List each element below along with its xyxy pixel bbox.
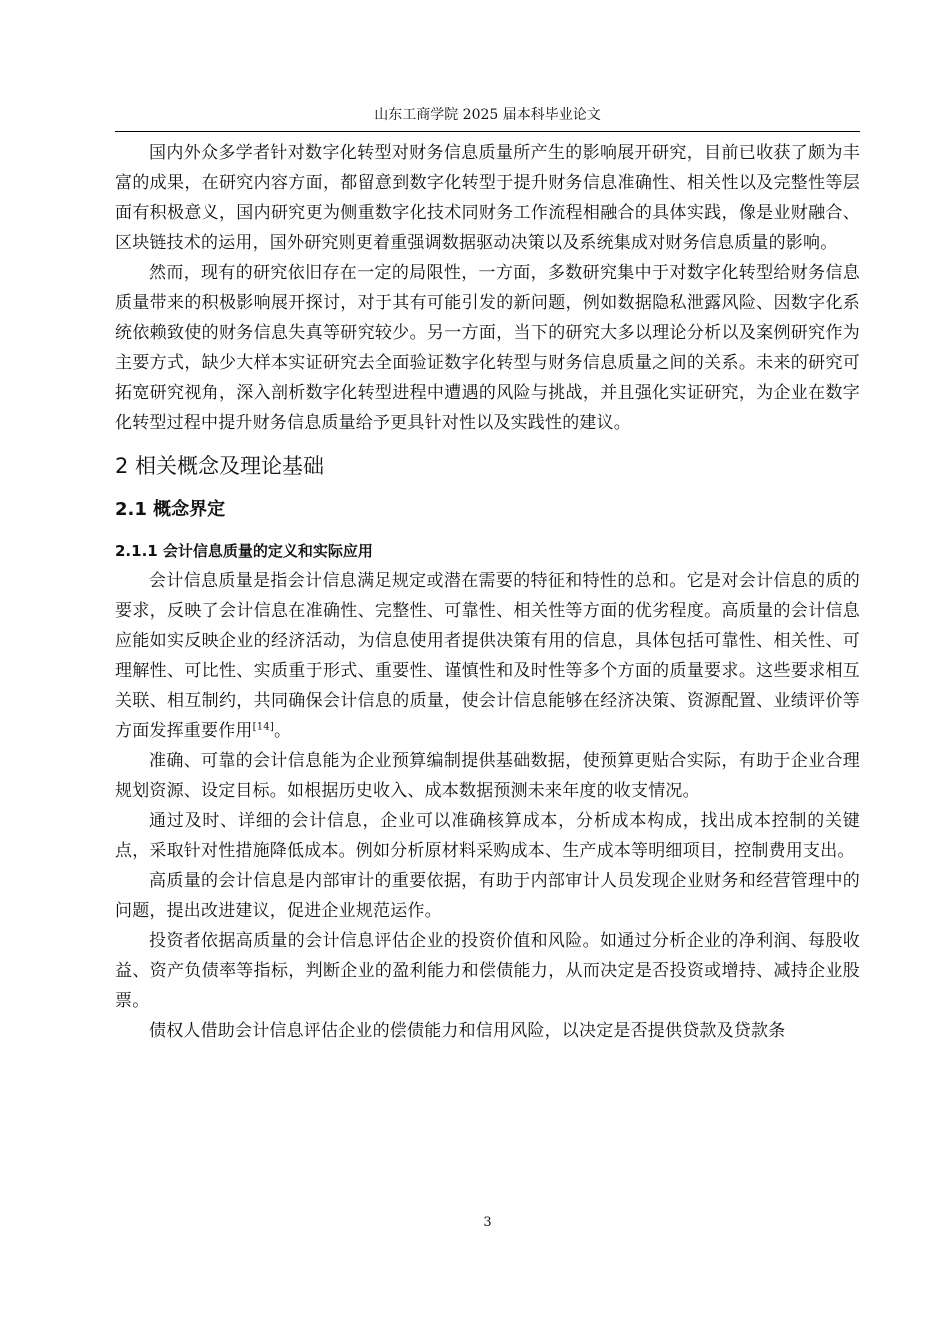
page-body bbox=[115, 138, 860, 1046]
paragraph-definition-text: 会计信息质量是指会计信息满足规定或潜在需要的特征和特性的总和。它是对会计信息的质的要求，反映了会计信息在准确性、完整性、可靠性、相关性等方面的优劣程度。高质量的会计信息应能如实反映企业的经济活动，为信息使用者提供决策有用的信息，具体包括可靠性、相关性、可理解性、可比性、实质重于形式、重要性、谨慎性和及时性等多个方面的质量要求。这些要求相互关联、相互制约，共同确保会计信息的质量，使会计信息能够在经济决策、资源配置、业绩评价等方面发挥重要作用 bbox=[115, 571, 860, 741]
paragraph-cost-control: 通过及时、详细的会计信息，企业可以准确核算成本，分析成本构成，找出成本控制的关键点，采取针对性措施降低成本。例如分析原材料采购成本、生产成本等明细项目，控制费用支出。 bbox=[115, 811, 860, 861]
chapter-heading: 2 相关概念及理论基础 bbox=[115, 454, 325, 478]
header-divider bbox=[115, 131, 860, 132]
paragraph-limitations: 然而，现有的研究依旧存在一定的局限性，一方面，多数研究集中于对数字化转型给财务信息质量带来的积极影响展开探讨，对于其有可能引发的新问题，例如数据隐私泄露风险、因数字化系统依赖致使的财务信息失真等研究较少。另一方面，当下的研究大多以理论分析以及案例研究作为主要方式，缺少大样本实证研究去全面验证数字化转型与财务信息质量之间的关系。未来的研究可拓宽研究视角，深入剖析数字化转型进程中遭遇的风险与挑战，并且强化实证研究，为企业在数字化转型过程中提升财务信息质量给予更具针对性以及实践性的建议。 bbox=[115, 263, 860, 433]
paragraph-creditors: 债权人借助会计信息评估企业的偿债能力和信用风险，以决定是否提供贷款及贷款条 bbox=[149, 1021, 786, 1041]
paragraph-literature-summary: 国内外众多学者针对数字化转型对财务信息质量所产生的影响展开研究，目前已收获了颇为丰富的成果，在研究内容方面，都留意到数字化转型于提升财务信息准确性、相关性以及完整性等层面有积极意义，国内研究更为侧重数字化技术同财务工作流程相融合的具体实践，像是业财融合、区块链技术的运用，国外研究则更着重强调数据驱动决策以及系统集成对财务信息质量的影响。 bbox=[115, 143, 860, 253]
page-number: 3 bbox=[483, 1215, 492, 1230]
running-header: 山东工商学院 2025 届本科毕业论文 bbox=[374, 107, 601, 123]
paragraph-internal-audit: 高质量的会计信息是内部审计的重要依据，有助于内部审计人员发现企业财务和经营管理中的问题，提出改进建议，促进企业规范运作。 bbox=[115, 871, 860, 921]
paragraph-budgeting: 准确、可靠的会计信息能为企业预算编制提供基础数据，使预算更贴合实际，有助于企业合理规划资源、设定目标。如根据历史收入、成本数据预测未来年度的收支情况。 bbox=[115, 751, 860, 801]
paragraph-definition bbox=[115, 566, 860, 746]
section-heading: 2.1 概念界定 bbox=[115, 499, 226, 520]
citation-ref: [14] bbox=[252, 721, 274, 733]
subsection-heading: 2.1.1 会计信息质量的定义和实际应用 bbox=[115, 542, 373, 560]
paragraph-investors: 投资者依据高质量的会计信息评估企业的投资价值和风险。如通过分析企业的净利润、每股收益、资产负债率等指标，判断企业的盈利能力和偿债能力，从而决定是否投资或增持、减持企业股票。 bbox=[115, 931, 860, 1011]
paragraph-definition-end: 。 bbox=[273, 721, 292, 741]
